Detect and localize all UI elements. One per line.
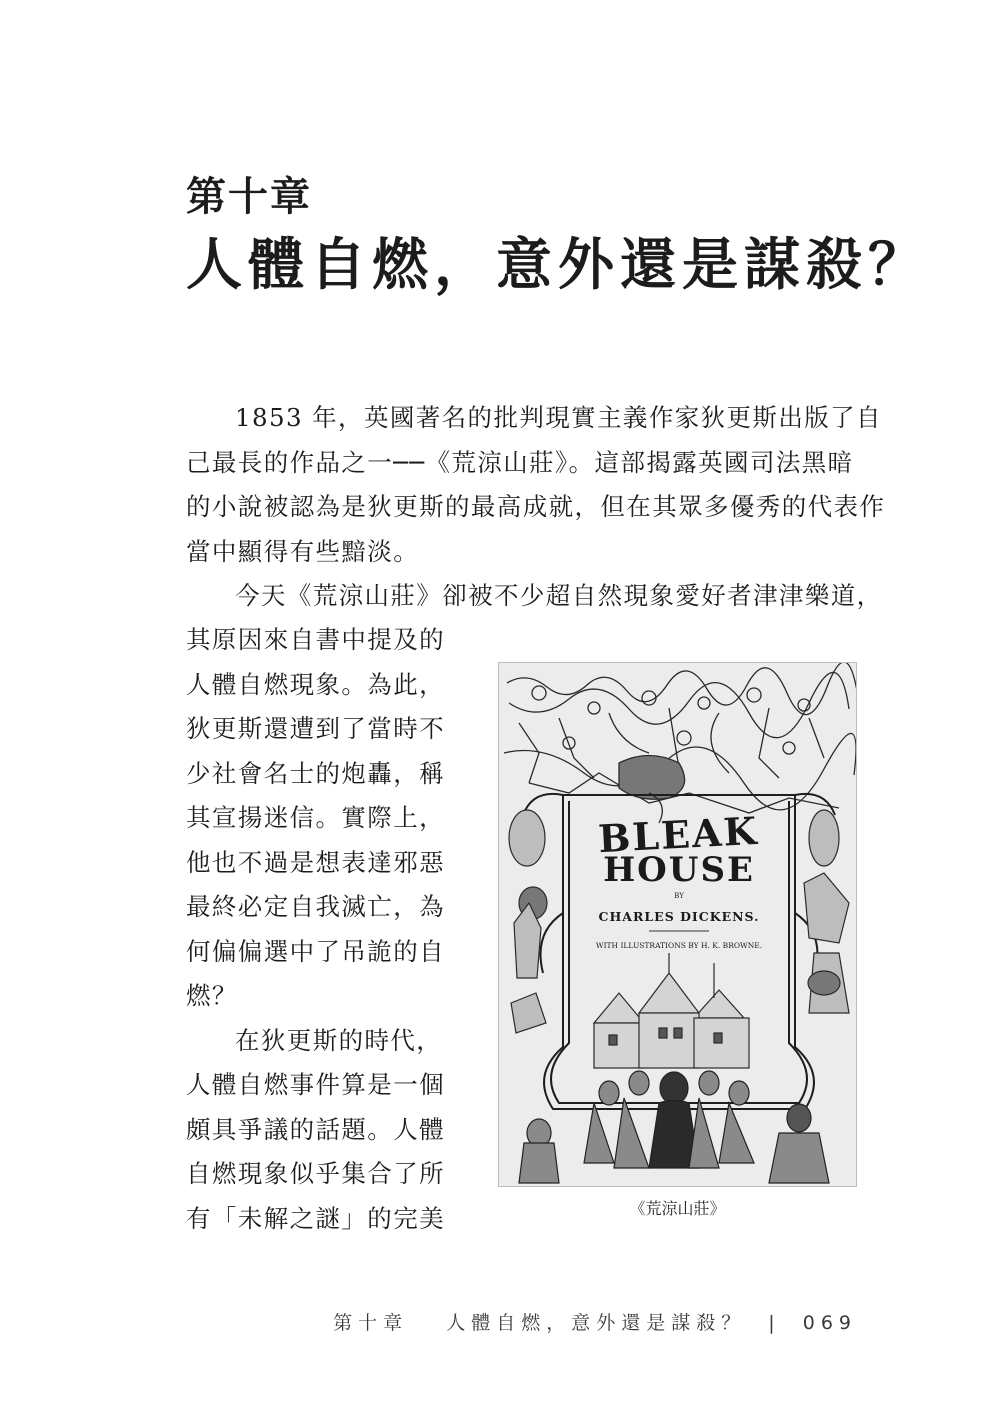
text-line: 人體自燃事件算是一個 — [186, 1070, 445, 1099]
text-line: 其原因來自書中提及的 — [186, 625, 445, 654]
text-line: 己最長的作品之一──《荒涼山莊》。這部揭露英國司法黑暗 — [186, 447, 854, 477]
text-line: 少社會名士的炮轟，稱 — [186, 758, 445, 788]
bleak-house-illustration — [498, 662, 857, 1187]
text-column — [186, 618, 446, 1241]
chapter-title: 人體自燃，意外還是謀殺？ — [186, 232, 930, 298]
book-title-line2: HOUSE — [603, 850, 755, 890]
book-author: CHARLES DICKENS. — [598, 909, 760, 924]
book-title-line1: BLEAK — [597, 807, 760, 862]
paragraph-2-continued — [186, 618, 446, 1019]
text-line: 有「未解之謎」的完美 — [186, 1203, 445, 1233]
page-footer — [333, 1308, 857, 1335]
text-line: 自燃現象似乎集合了所 — [186, 1159, 445, 1188]
text-line: 今天《荒涼山莊》卻被不少超自然現象愛好者津津樂道， — [235, 581, 883, 610]
text-line: 狄更斯還遭到了當時不 — [186, 714, 445, 743]
paragraph-2-text — [186, 574, 883, 619]
paragraph-1 — [186, 396, 886, 574]
text-line: 何偏偏選中了吊詭的自 — [186, 936, 445, 966]
book-illustrator: WITH ILLUSTRATIONS BY H. K. BROWNE. — [595, 941, 763, 950]
text-line: 最終必定自我滅亡，為 — [186, 892, 445, 921]
footer-separator: | — [768, 1312, 781, 1334]
paragraph-2-first-line — [186, 574, 883, 619]
text-line: 頗具爭議的話題。人體 — [186, 1114, 445, 1144]
figure-caption: 《荒涼山莊》 — [629, 1199, 726, 1218]
footer-chapter: 第十章 — [333, 1312, 409, 1334]
footer-title: 人體自燃，意外還是謀殺？ — [446, 1312, 747, 1334]
paragraph-3 — [186, 1019, 446, 1242]
text-line: 燃？ — [186, 981, 238, 1010]
text-line: 其宣揚迷信。實際上， — [186, 803, 445, 832]
text-line: 在狄更斯的時代， — [235, 1025, 443, 1055]
paragraph-1-text — [186, 396, 886, 574]
book-by: BY — [674, 892, 684, 900]
chapter-label: 第十章 — [186, 173, 312, 220]
text-line: 人體自燃現象。為此， — [186, 669, 445, 699]
text-line: 當中顯得有些黯淡。 — [186, 536, 420, 566]
text-line: 的小說被認為是狄更斯的最高成就，但在其眾多優秀的代表作 — [186, 492, 886, 521]
text-line: 1853 年，英國著名的批判現實主義作家狄更斯出版了自 — [235, 403, 882, 432]
text-line: 他也不過是想表達邪惡 — [186, 847, 445, 877]
page-number: 069 — [802, 1312, 857, 1334]
